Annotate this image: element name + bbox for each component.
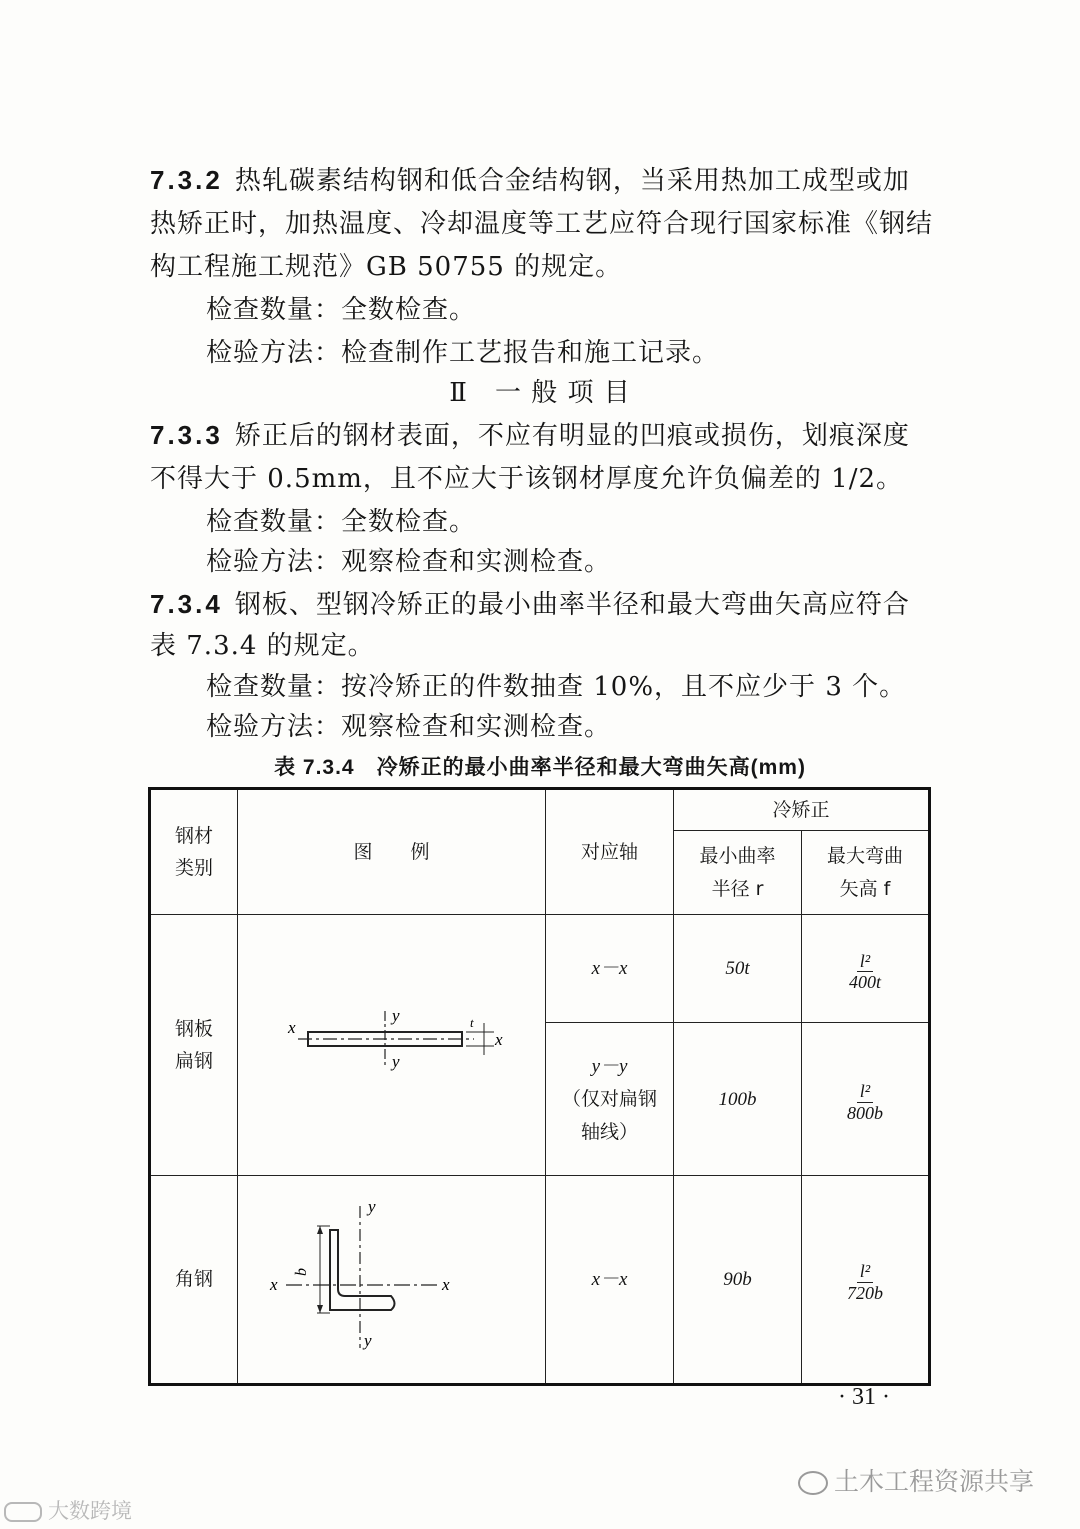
category-text: 扁钢 — [174, 1050, 213, 1073]
radius-value: 90b — [723, 1268, 752, 1290]
section-heading: Ⅱ 一 般 项 目 — [449, 378, 631, 408]
clause-text: 矫正后的钢材表面，不应有明显的凹痕或损伤，划痕深度 — [234, 421, 910, 451]
radius-value: 100b — [718, 1088, 757, 1110]
clause-number: 7.3.2 — [150, 165, 223, 195]
fraction-numerator: l² — [857, 1081, 873, 1103]
watermark-text: 大数跨境 — [48, 1499, 132, 1523]
thickness-label: t — [469, 1015, 474, 1030]
axis-cell — [546, 1176, 674, 1384]
radius-cell — [674, 915, 802, 1023]
clause-number: 7.3.3 — [150, 420, 223, 450]
axis-value: x－x — [591, 958, 628, 980]
category-text: 钢板 — [174, 1017, 213, 1040]
sag-fraction — [846, 951, 884, 993]
category-plate — [150, 915, 238, 1176]
category-angle: 角钢 — [150, 1176, 238, 1384]
figure-plate — [238, 915, 546, 1176]
header-text: 最小曲率 — [699, 845, 776, 868]
axis-label: x — [494, 1030, 503, 1049]
axis-label: x — [269, 1275, 278, 1295]
clause-number: 7.3.4 — [150, 589, 223, 619]
angle-section-diagram — [242, 1176, 542, 1372]
axis-label: x — [287, 1018, 296, 1037]
fraction-numerator: l² — [857, 1261, 873, 1283]
wechat-icon — [798, 1471, 828, 1495]
header-text: 类别 — [174, 857, 213, 879]
watermark-right — [798, 1462, 1034, 1498]
sag-cell — [802, 1176, 930, 1384]
axis-label: y — [391, 1052, 400, 1071]
fraction-denominator: 400t — [848, 972, 881, 993]
fraction-denominator: 720b — [847, 1282, 883, 1303]
watermark-text: 土木工程资源共享 — [834, 1467, 1035, 1496]
watermark-left — [4, 1495, 132, 1525]
fraction-denominator: 800b — [847, 1102, 883, 1123]
header-category — [150, 789, 238, 915]
header-cold-correction: 冷矫正 — [674, 789, 930, 831]
figure-angle — [238, 1176, 546, 1384]
logo-icon — [4, 1502, 42, 1522]
clause-7-3-2-line-1 — [150, 160, 910, 197]
page-number: · 31 · — [838, 1384, 890, 1410]
axis-label: x — [441, 1275, 450, 1295]
axis-label: y — [363, 1331, 372, 1351]
inspection-quantity: 检查数量：全数检查。 — [206, 295, 477, 325]
correction-table — [148, 787, 931, 1386]
header-axis: 对应轴 — [546, 789, 674, 915]
clause-7-3-3-line-1 — [150, 415, 910, 452]
plate-section-diagram — [242, 915, 542, 1165]
clause-7-3-2-line-2: 热矫正时，加热温度、冷却温度等工艺应符合现行国家标准《钢结 — [150, 209, 934, 239]
inspection-method: 检验方法：观察检查和实测检查。 — [206, 547, 612, 577]
clause-7-3-3-line-2: 不得大于 0.5mm，且不应大于该钢材厚度允许负偏差的 1/2。 — [150, 464, 904, 494]
header-text: 矢高 f — [839, 877, 891, 900]
sag-fraction — [844, 1261, 886, 1303]
radius-cell — [674, 1176, 802, 1384]
axis-cell — [546, 915, 674, 1023]
radius-value: 50t — [725, 958, 750, 980]
axis-note: 轴线） — [580, 1120, 638, 1143]
axis-cell — [546, 1023, 674, 1176]
header-text: 钢材 — [174, 824, 213, 847]
axis-note: （仅对扁钢 — [561, 1088, 657, 1111]
header-max-sag — [802, 831, 930, 915]
inspection-method: 检验方法：观察检查和实测检查。 — [206, 712, 612, 742]
fraction-numerator: l² — [857, 951, 873, 973]
radius-cell — [674, 1023, 802, 1176]
sag-fraction — [844, 1081, 886, 1123]
inspection-method: 检验方法：检查制作工艺报告和施工记录。 — [206, 338, 720, 368]
axis-label: y — [391, 1006, 400, 1025]
axis-value: y－y — [591, 1055, 628, 1077]
sag-cell — [802, 1023, 930, 1176]
clause-text: 钢板、型钢冷矫正的最小曲率半径和最大弯曲矢高应符合 — [234, 590, 910, 620]
sag-cell — [802, 915, 930, 1023]
axis-value: x－x — [591, 1268, 628, 1290]
header-text: 最大弯曲 — [826, 845, 903, 868]
clause-7-3-4-line-1 — [150, 584, 910, 621]
clause-7-3-2-line-3: 构工程施工规范》GB 50755 的规定。 — [150, 252, 623, 282]
inspection-quantity: 检查数量：全数检查。 — [206, 507, 477, 537]
clause-7-3-4-line-2: 表 7.3.4 的规定。 — [150, 631, 375, 661]
header-text: 半径 r — [711, 877, 764, 900]
inspection-quantity: 检查数量：按冷矫正的件数抽查 10%，且不应少于 3 个。 — [206, 672, 907, 702]
header-figure: 图 例 — [238, 789, 546, 915]
axis-label: y — [367, 1197, 376, 1217]
width-label: b — [292, 1268, 310, 1277]
clause-text: 热轧碳素结构钢和低合金结构钢，当采用热加工成型或加 — [234, 166, 910, 196]
table-caption: 表 7.3.4 冷矫正的最小曲率半径和最大弯曲矢高(mm) — [274, 756, 806, 779]
header-min-radius — [674, 831, 802, 915]
